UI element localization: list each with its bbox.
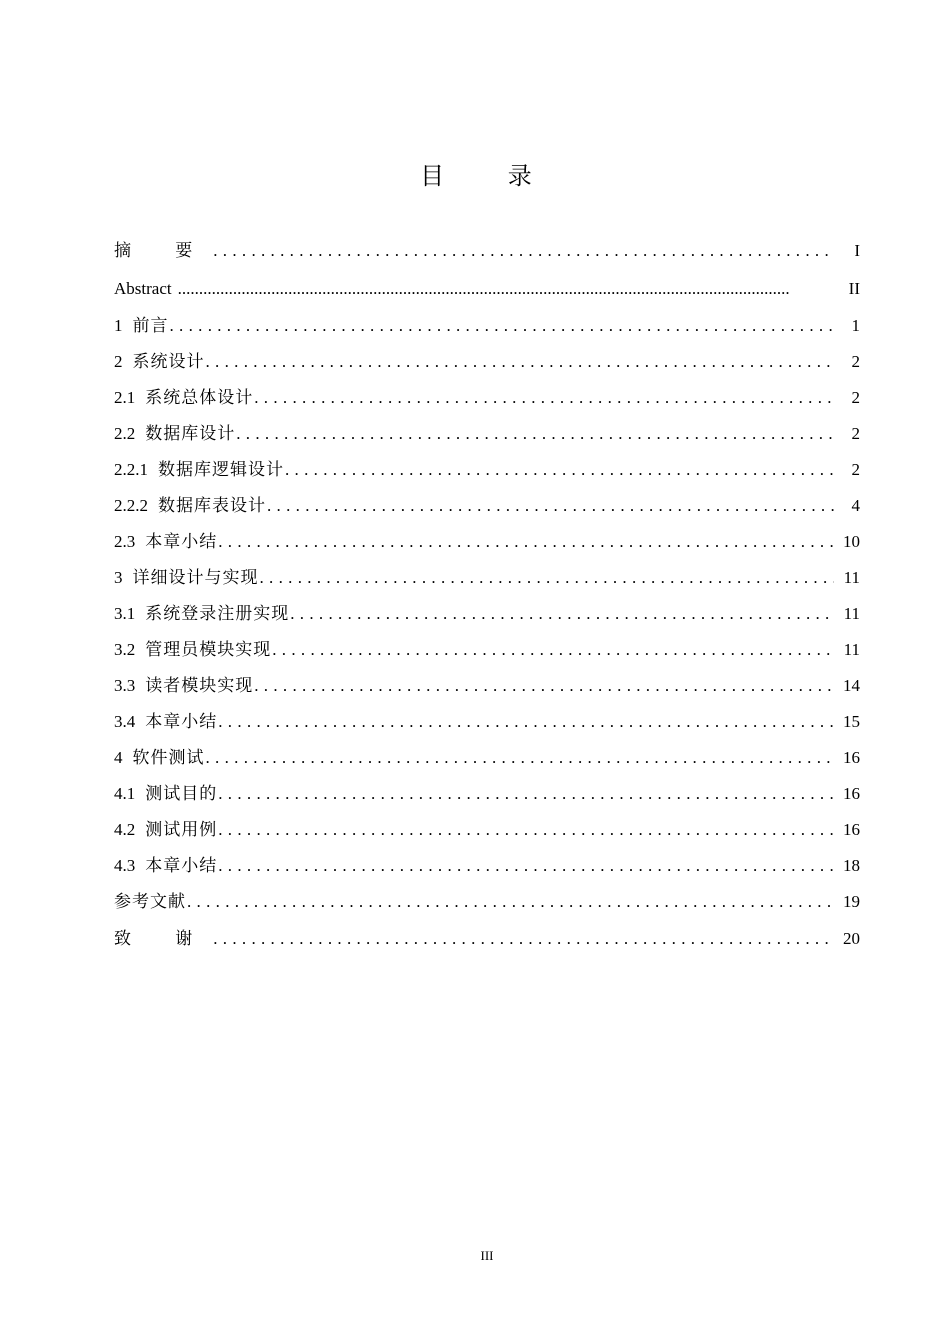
toc-entry-label: 参考文献	[114, 892, 186, 911]
toc-entry-number: 2.2	[114, 424, 136, 443]
toc-entry-2[interactable]	[114, 344, 860, 380]
toc-entry-page: 11	[843, 568, 860, 587]
toc-dot-leader	[170, 308, 835, 344]
toc-entry-page: 15	[843, 712, 860, 731]
toc-entry-label: 系统登录注册实现	[145, 604, 290, 623]
toc-entry-label: 读者模块实现	[145, 676, 254, 695]
toc-entry-label: 本章小结	[145, 856, 218, 875]
toc-entry-number: 1	[114, 316, 123, 335]
toc-entry-page: 18	[843, 856, 860, 875]
toc-entry-3[interactable]	[114, 560, 860, 596]
toc-dot-leader	[218, 704, 834, 740]
toc-entry-number: 3.1	[114, 604, 136, 623]
toc-entry-label: 软件测试	[132, 748, 205, 767]
toc-entry-4-3[interactable]	[114, 848, 860, 884]
toc-entry-label: Abstract	[114, 279, 172, 298]
toc-entry-label: 测试用例	[145, 820, 218, 839]
toc-entry-number: 2.3	[114, 532, 136, 551]
toc-entry-2-3[interactable]	[114, 524, 860, 560]
toc-entry-4-1[interactable]	[114, 776, 860, 812]
toc-entry-3-1[interactable]	[114, 596, 860, 632]
toc-entry-label: 测试目的	[145, 784, 218, 803]
toc-entry-2-1[interactable]	[114, 380, 860, 416]
toc-dot-leader	[218, 776, 834, 812]
toc-entry-abstract-en[interactable]	[114, 270, 860, 308]
toc-entry-1[interactable]	[114, 308, 860, 344]
toc-entry-label: 致 谢	[114, 929, 213, 948]
toc-entry-number: 2.2.2	[114, 496, 148, 515]
toc-entry-page: 1	[851, 316, 860, 335]
toc-entry-page: 11	[843, 640, 860, 659]
toc-dot-leader	[254, 380, 834, 416]
toc-entry-page: I	[854, 241, 860, 260]
toc-dot-leader	[218, 848, 834, 884]
toc-entry-3-4[interactable]	[114, 704, 860, 740]
table-of-contents	[114, 232, 860, 958]
toc-dot-leader	[218, 812, 834, 848]
toc-entry-page: 14	[843, 676, 860, 695]
toc-entry-number: 4	[114, 748, 123, 767]
toc-entry-label: 详细设计与实现	[132, 568, 259, 587]
toc-entry-page: 19	[843, 892, 860, 911]
toc-dot-leader	[206, 740, 835, 776]
toc-entry-page: 16	[843, 784, 860, 803]
toc-entry-number: 2.1	[114, 388, 136, 407]
page-number: III	[480, 1248, 494, 1263]
toc-entry-label: 系统设计	[132, 352, 205, 371]
toc-entry-number: 4.1	[114, 784, 136, 803]
toc-entry-abstract-cn[interactable]	[114, 232, 860, 270]
toc-entry-label: 本章小结	[145, 532, 218, 551]
toc-entry-number: 4.2	[114, 820, 136, 839]
toc-entry-number: 3	[114, 568, 123, 587]
toc-dot-leader	[213, 920, 834, 958]
toc-entry-page: 4	[851, 496, 860, 515]
toc-entry-page: II	[848, 279, 860, 298]
toc-dot-leader	[267, 488, 834, 524]
toc-entry-page: 10	[843, 532, 860, 551]
toc-entry-page: 16	[843, 748, 860, 767]
toc-entry-number: 2.2.1	[114, 460, 148, 479]
toc-entry-page: 11	[843, 604, 860, 623]
toc-entry-4[interactable]	[114, 740, 860, 776]
toc-entry-4-2[interactable]	[114, 812, 860, 848]
toc-entry-label: 数据库表设计	[158, 496, 266, 515]
toc-dot-leader	[178, 270, 836, 308]
toc-entry-number: 2	[114, 352, 123, 371]
toc-entry-page: 20	[843, 929, 860, 948]
toc-entry-label: 数据库逻辑设计	[158, 460, 284, 479]
toc-entry-label: 数据库设计	[145, 424, 236, 443]
toc-dot-leader	[206, 344, 835, 380]
toc-entry-label: 摘 要	[114, 241, 213, 260]
toc-entry-label: 系统总体设计	[145, 388, 254, 407]
toc-entry-page: 2	[851, 388, 860, 407]
toc-dot-leader	[187, 884, 834, 920]
toc-dot-leader	[254, 668, 834, 704]
toc-entry-page: 16	[843, 820, 860, 839]
toc-title: 目 录	[420, 162, 560, 190]
toc-dot-leader	[218, 524, 834, 560]
toc-entry-3-2[interactable]	[114, 632, 860, 668]
toc-entry-2-2[interactable]	[114, 416, 860, 452]
toc-dot-leader	[213, 232, 834, 270]
toc-entry-label: 管理员模块实现	[145, 640, 272, 659]
toc-entry-number: 3.2	[114, 640, 136, 659]
toc-dot-leader	[260, 560, 835, 596]
toc-entry-number: 4.3	[114, 856, 136, 875]
toc-entry-2-2-1[interactable]	[114, 452, 860, 488]
toc-dot-leader	[285, 452, 834, 488]
toc-dot-leader	[236, 416, 834, 452]
toc-entry-label: 前言	[132, 316, 169, 335]
toc-entry-acknowledgements[interactable]	[114, 920, 860, 958]
toc-entry-page: 2	[851, 460, 860, 479]
toc-entry-label: 本章小结	[145, 712, 218, 731]
toc-dot-leader	[272, 632, 834, 668]
toc-dot-leader	[290, 596, 834, 632]
toc-entry-number: 3.3	[114, 676, 136, 695]
toc-entry-3-3[interactable]	[114, 668, 860, 704]
toc-entry-2-2-2[interactable]	[114, 488, 860, 524]
toc-entry-page: 2	[851, 352, 860, 371]
toc-entry-number: 3.4	[114, 712, 136, 731]
toc-entry-page: 2	[851, 424, 860, 443]
toc-entry-references[interactable]	[114, 884, 860, 920]
